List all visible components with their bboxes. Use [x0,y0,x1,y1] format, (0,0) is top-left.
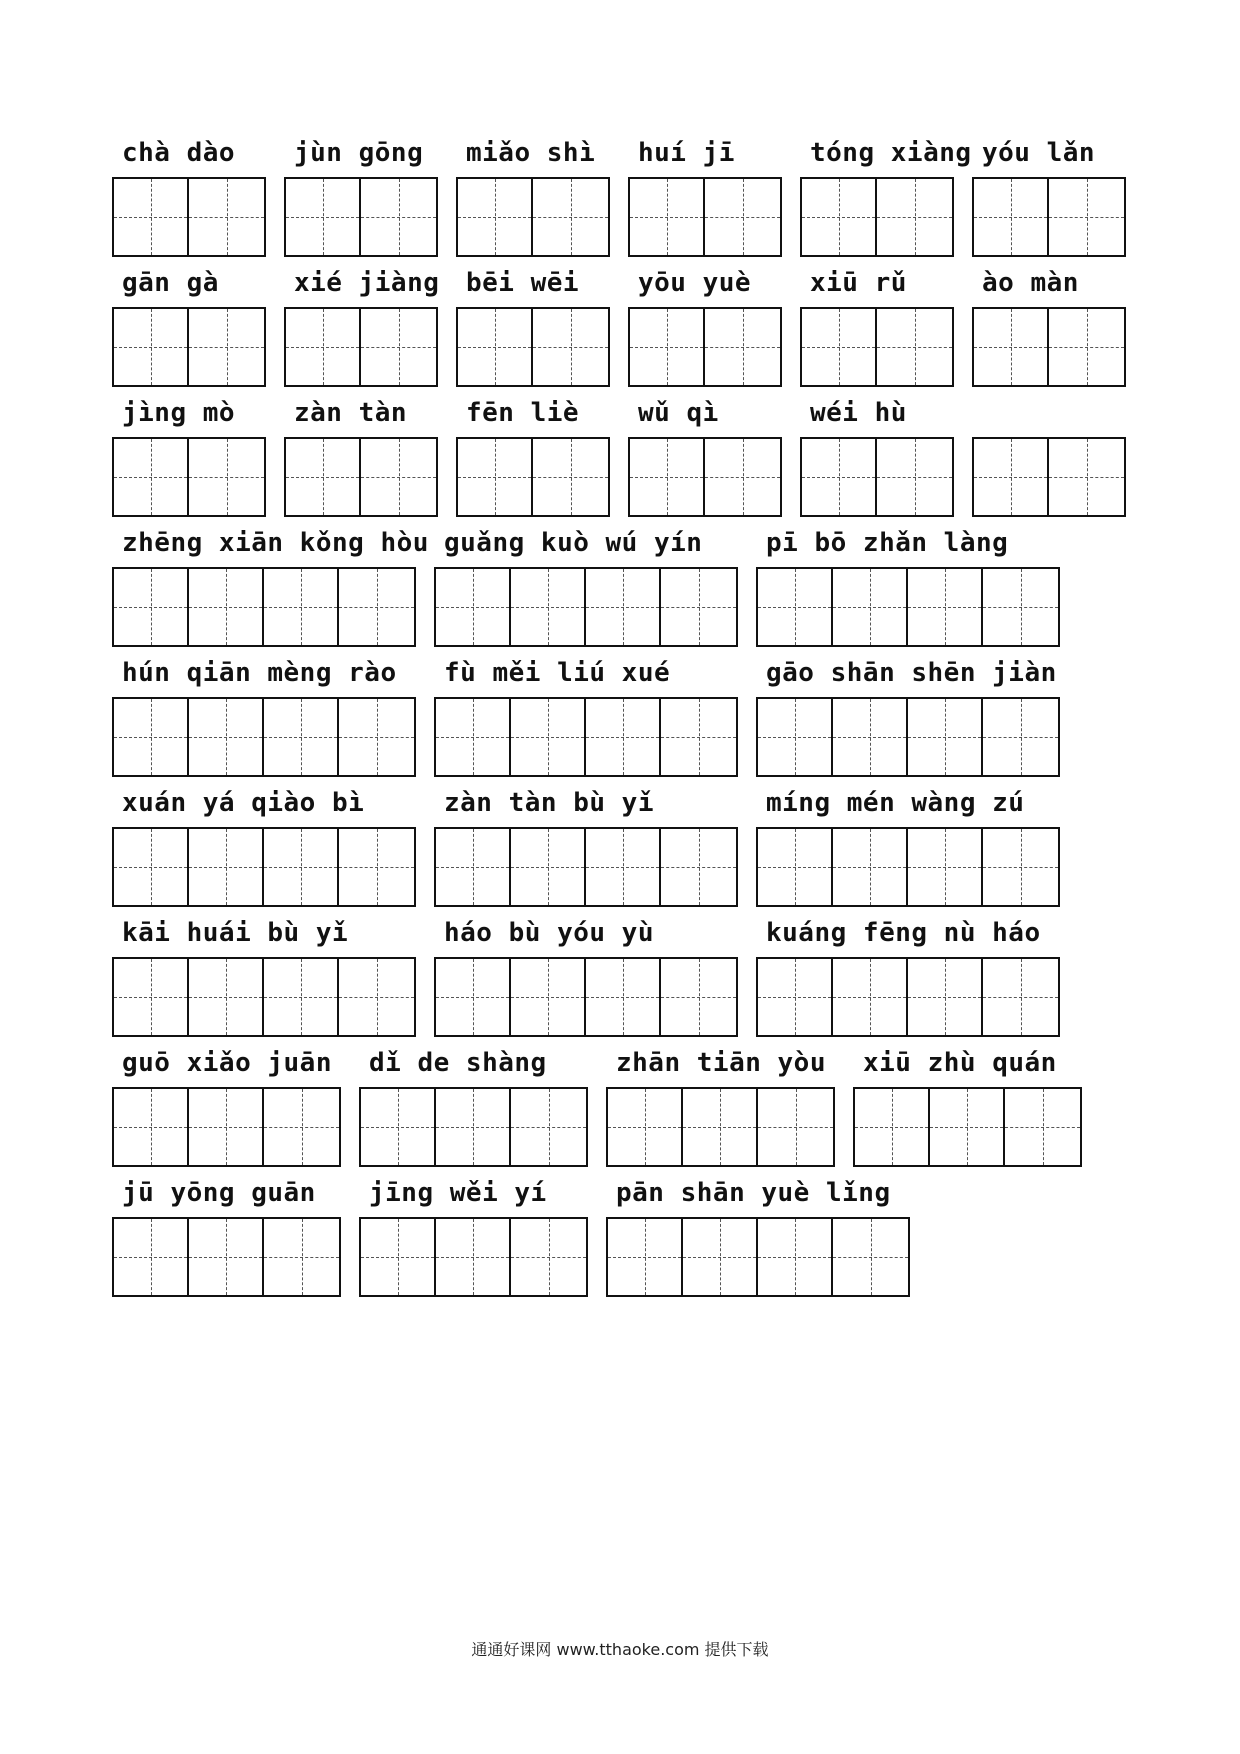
tian-zi-cell[interactable] [286,439,361,515]
pinyin-line [0,393,1240,433]
tian-zi-cell[interactable] [908,699,983,775]
pinyin-label: bēi wēi [466,268,580,298]
tian-zi-cell[interactable] [758,1219,833,1295]
tian-zi-cell[interactable] [661,569,736,645]
tian-zi-cell[interactable] [983,569,1058,645]
tian-zi-cell[interactable] [833,959,908,1035]
tian-zi-cell[interactable] [189,959,264,1035]
tian-zi-cell[interactable] [661,959,736,1035]
tian-zi-cell[interactable] [630,309,705,385]
tian-zi-cell[interactable] [908,569,983,645]
tian-zi-cell[interactable] [533,309,608,385]
pinyin-label: tóng xiàng [810,138,972,168]
pinyin-label: yóu lǎn [982,138,1096,168]
pinyin-label: jīng wěi yí [369,1178,547,1208]
character-grid[interactable] [628,437,782,517]
exercise-row [0,523,1240,653]
character-grid[interactable] [800,437,954,517]
tian-zi-cell[interactable] [533,179,608,255]
character-grid[interactable] [434,827,738,907]
tian-zi-cell[interactable] [114,309,189,385]
footer-credit: 通通好课网 www.tthaoke.com 提供下载 [471,1640,769,1659]
tian-zi-cell[interactable] [877,309,952,385]
tian-zi-cell[interactable] [758,1089,833,1165]
pinyin-label: jū yōng guān [122,1178,316,1208]
tian-zi-cell[interactable] [930,1089,1005,1165]
tian-zi-cell[interactable] [286,179,361,255]
tian-zi-cell[interactable] [286,309,361,385]
tian-zi-cell[interactable] [264,829,339,905]
tian-zi-cell[interactable] [661,699,736,775]
tian-zi-cell[interactable] [586,569,661,645]
tian-zi-cell[interactable] [833,699,908,775]
character-grid[interactable] [434,567,738,647]
tian-zi-cell[interactable] [361,1219,436,1295]
tian-zi-cell[interactable] [1049,309,1124,385]
tian-zi-cell[interactable] [705,179,780,255]
tian-zi-cell[interactable] [264,569,339,645]
tian-zi-cell[interactable] [436,959,511,1035]
pinyin-label: háo bù yóu yù [444,918,654,948]
pinyin-line [0,133,1240,173]
pinyin-label: kāi huái bù yǐ [122,918,349,948]
exercise-row [0,393,1240,523]
tian-zi-cell[interactable] [339,569,414,645]
pinyin-line [0,263,1240,303]
character-grid[interactable] [456,437,610,517]
pinyin-label: dǐ de shàng [369,1048,547,1078]
tian-zi-cell[interactable] [1049,179,1124,255]
character-grid[interactable] [756,957,1060,1037]
character-grid[interactable] [800,177,954,257]
tian-zi-cell[interactable] [436,699,511,775]
tian-zi-cell[interactable] [189,439,264,515]
tian-zi-cell[interactable] [114,439,189,515]
tian-zi-cell[interactable] [264,1089,339,1165]
tian-zi-cell[interactable] [114,179,189,255]
pinyin-line [0,1043,1240,1083]
tian-zi-cell[interactable] [1005,1089,1080,1165]
pinyin-label: guō xiǎo juān [122,1048,332,1078]
pinyin-label: pī bō zhǎn làng [766,528,1009,558]
tian-zi-cell[interactable] [683,1219,758,1295]
tian-zi-cell[interactable] [361,179,436,255]
tian-zi-cell[interactable] [436,1089,511,1165]
pinyin-label: guǎng kuò wú yín [444,528,703,558]
character-grid[interactable] [628,307,782,387]
tian-zi-cell[interactable] [983,959,1058,1035]
pinyin-label: kuáng fēng nù háo [766,918,1041,948]
pinyin-label: gāo shān shēn jiàn [766,658,1057,688]
pinyin-line [0,653,1240,693]
character-grid[interactable] [606,1217,910,1297]
pinyin-line [0,1173,1240,1213]
tian-zi-cell[interactable] [189,829,264,905]
tian-zi-cell[interactable] [705,309,780,385]
pinyin-label: zhēng xiān kǒng hòu [122,528,429,558]
character-grid[interactable] [359,1087,588,1167]
tian-zi-cell[interactable] [264,959,339,1035]
tian-zi-cell[interactable] [908,829,983,905]
pinyin-label: wéi hù [810,398,907,428]
tian-zi-cell[interactable] [908,959,983,1035]
pinyin-label: míng mén wàng zú [766,788,1025,818]
tian-zi-cell[interactable] [114,699,189,775]
exercise-row [0,263,1240,393]
tian-zi-cell[interactable] [458,179,533,255]
tian-zi-cell[interactable] [511,569,586,645]
exercise-row [0,913,1240,1043]
character-grid[interactable] [112,827,416,907]
pinyin-label: fēn liè [466,398,580,428]
tian-zi-cell[interactable] [758,699,833,775]
tian-zi-cell[interactable] [339,959,414,1035]
tian-zi-cell[interactable] [833,569,908,645]
tian-zi-cell[interactable] [974,439,1049,515]
tian-zi-cell[interactable] [189,1219,264,1295]
character-grid[interactable] [972,177,1126,257]
tian-zi-cell[interactable] [630,439,705,515]
character-grid[interactable] [359,1217,588,1297]
pinyin-label: yōu yuè [638,268,752,298]
character-grid[interactable] [112,177,266,257]
character-grid[interactable] [284,307,438,387]
tian-zi-cell[interactable] [189,309,264,385]
tian-zi-cell[interactable] [833,829,908,905]
pinyin-label: zàn tàn bù yǐ [444,788,654,818]
character-grid[interactable] [972,307,1126,387]
tian-zi-cell[interactable] [511,699,586,775]
tian-zi-cell[interactable] [189,179,264,255]
pinyin-label: jìng mò [122,398,236,428]
tian-zi-cell[interactable] [339,699,414,775]
tian-zi-cell[interactable] [264,699,339,775]
tian-zi-cell[interactable] [533,439,608,515]
exercise-row [0,783,1240,913]
tian-zi-cell[interactable] [608,1089,683,1165]
tian-zi-cell[interactable] [758,829,833,905]
tian-zi-cell[interactable] [114,569,189,645]
tian-zi-cell[interactable] [1049,439,1124,515]
tian-zi-cell[interactable] [511,959,586,1035]
pinyin-label: xié jiàng [294,268,440,298]
tian-zi-cell[interactable] [683,1089,758,1165]
tian-zi-cell[interactable] [758,569,833,645]
pinyin-label: fù měi liú xué [444,658,671,688]
pinyin-label: wǔ qì [638,398,719,428]
tian-zi-cell[interactable] [189,1089,264,1165]
tian-zi-cell[interactable] [189,699,264,775]
character-grid[interactable] [112,307,266,387]
pinyin-label: gān gà [122,268,219,298]
character-grid[interactable] [853,1087,1082,1167]
tian-zi-cell[interactable] [436,569,511,645]
tian-zi-cell[interactable] [586,829,661,905]
tian-zi-cell[interactable] [586,959,661,1035]
pinyin-label: miǎo shì [466,138,596,168]
character-grid[interactable] [284,177,438,257]
tian-zi-cell[interactable] [361,1089,436,1165]
tian-zi-cell[interactable] [586,699,661,775]
tian-zi-cell[interactable] [511,829,586,905]
pinyin-label: zhān tiān yòu [616,1048,826,1078]
exercise-row [0,1043,1240,1173]
pinyin-line [0,523,1240,563]
pinyin-label: xuán yá qiào bì [122,788,365,818]
exercise-row [0,133,1240,263]
pinyin-label: pān shān yuè lǐng [616,1178,891,1208]
tian-zi-cell[interactable] [264,1219,339,1295]
character-grid[interactable] [434,957,738,1037]
character-grid[interactable] [756,827,1060,907]
character-grid[interactable] [756,697,1060,777]
tian-zi-cell[interactable] [189,569,264,645]
pinyin-label: xiū rǔ [810,268,907,298]
tian-zi-cell[interactable] [436,829,511,905]
tian-zi-cell[interactable] [436,1219,511,1295]
pinyin-label: ào màn [982,268,1079,298]
tian-zi-cell[interactable] [458,309,533,385]
pinyin-label: zàn tàn [294,398,408,428]
tian-zi-cell[interactable] [114,829,189,905]
character-grid[interactable] [456,177,610,257]
pinyin-label: chà dào [122,138,236,168]
tian-zi-cell[interactable] [361,439,436,515]
tian-zi-cell[interactable] [802,439,877,515]
character-grid[interactable] [756,567,1060,647]
tian-zi-cell[interactable] [802,309,877,385]
tian-zi-cell[interactable] [877,439,952,515]
character-grid[interactable] [112,567,416,647]
pinyin-line [0,783,1240,823]
exercise-row [0,1173,1240,1303]
tian-zi-cell[interactable] [974,309,1049,385]
tian-zi-cell[interactable] [608,1219,683,1295]
tian-zi-cell[interactable] [802,179,877,255]
character-grid[interactable] [112,957,416,1037]
tian-zi-cell[interactable] [983,829,1058,905]
pinyin-label: huí jī [638,138,735,168]
character-grid[interactable] [800,307,954,387]
tian-zi-cell[interactable] [339,829,414,905]
tian-zi-cell[interactable] [511,1219,586,1295]
exercise-row [0,653,1240,783]
tian-zi-cell[interactable] [661,829,736,905]
character-grid[interactable] [112,437,266,517]
character-grid[interactable] [434,697,738,777]
tian-zi-cell[interactable] [630,179,705,255]
tian-zi-cell[interactable] [511,1089,586,1165]
character-grid[interactable] [456,307,610,387]
tian-zi-cell[interactable] [361,309,436,385]
pinyin-line [0,913,1240,953]
pinyin-label: hún qiān mèng rào [122,658,397,688]
tian-zi-cell[interactable] [114,1219,189,1295]
tian-zi-cell[interactable] [877,179,952,255]
character-grid[interactable] [112,1217,341,1297]
tian-zi-cell[interactable] [114,959,189,1035]
tian-zi-cell[interactable] [833,1219,908,1295]
character-grid[interactable] [628,177,782,257]
tian-zi-cell[interactable] [983,699,1058,775]
tian-zi-cell[interactable] [114,1089,189,1165]
tian-zi-cell[interactable] [855,1089,930,1165]
character-grid[interactable] [112,697,416,777]
tian-zi-cell[interactable] [705,439,780,515]
character-grid[interactable] [284,437,438,517]
tian-zi-cell[interactable] [758,959,833,1035]
pinyin-label: xiū zhù quán [863,1048,1057,1078]
character-grid[interactable] [606,1087,835,1167]
pinyin-label: jùn gōng [294,138,424,168]
character-grid[interactable] [112,1087,341,1167]
tian-zi-cell[interactable] [458,439,533,515]
tian-zi-cell[interactable] [974,179,1049,255]
character-grid[interactable] [972,437,1126,517]
